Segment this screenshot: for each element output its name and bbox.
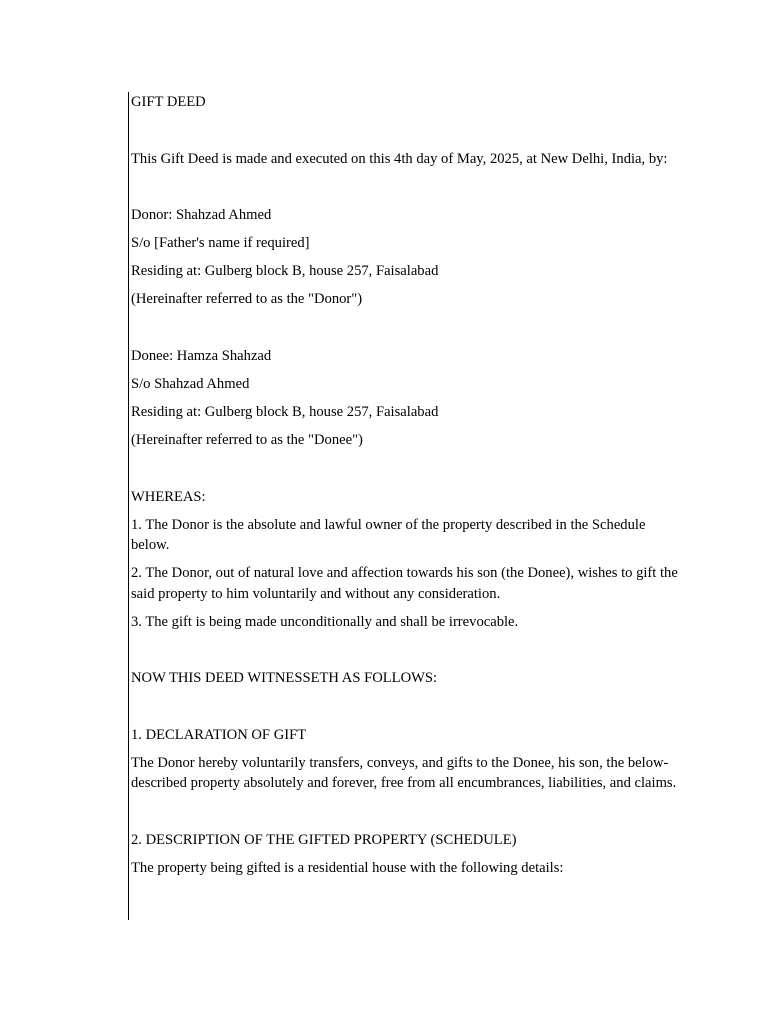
whereas-clause-3: 3. The gift is being made unconditionally and shall be irrevocable. [131,613,519,630]
whereas-clause-1: 1. The Donor is the absolute and lawful owner of the property described in the Schedule below. [131,516,646,554]
donor-address: Residing at: Gulberg block B, house 257, Faisalabad [131,263,439,280]
document-title: GIFT DEED [131,94,206,110]
text-cursor-bar [128,92,129,920]
donee-reference: (Hereinafter referred to as the "Donee") [131,432,363,449]
witnesseth-heading: NOW THIS DEED WITNESSETH AS FOLLOWS: [131,670,438,687]
intro-paragraph: This Gift Deed is made and executed on this 4th day of May, 2025, at New Delhi, India, by: [131,150,668,167]
whereas-heading: WHEREAS: [131,488,206,505]
donee-address: Residing at: Gulberg block B, house 257, Faisalabad [131,403,439,420]
section-2-heading: 2. DESCRIPTION OF THE GIFTED PROPERTY (SCHEDULE) [131,831,517,848]
donor-reference: (Hereinafter referred to as the "Donor") [131,291,363,308]
section-2-body: The property being gifted is a residential house with the following details: [131,860,564,877]
donor-relation: S/o [Father's name if required] [131,235,310,252]
whereas-clause-2: 2. The Donor, out of natural love and affection towards his son (the Donee), wishes to gift the said property to him voluntarily and without any consideration. [131,565,678,602]
section-1-heading: 1. DECLARATION OF GIFT [131,726,307,743]
donee-relation: S/o Shahzad Ahmed [131,375,250,392]
document-body[interactable] [131,92,679,879]
donor-name: Donor: Shahzad Ahmed [131,207,272,223]
donee-name: Donee: Hamza Shahzad [131,347,272,364]
section-1-body: The Donor hereby voluntarily transfers, conveys, and gifts to the Donee, his son, the below-described property absolutely and forever, free from all encumbrances, liabilities, and claims. [131,754,677,792]
